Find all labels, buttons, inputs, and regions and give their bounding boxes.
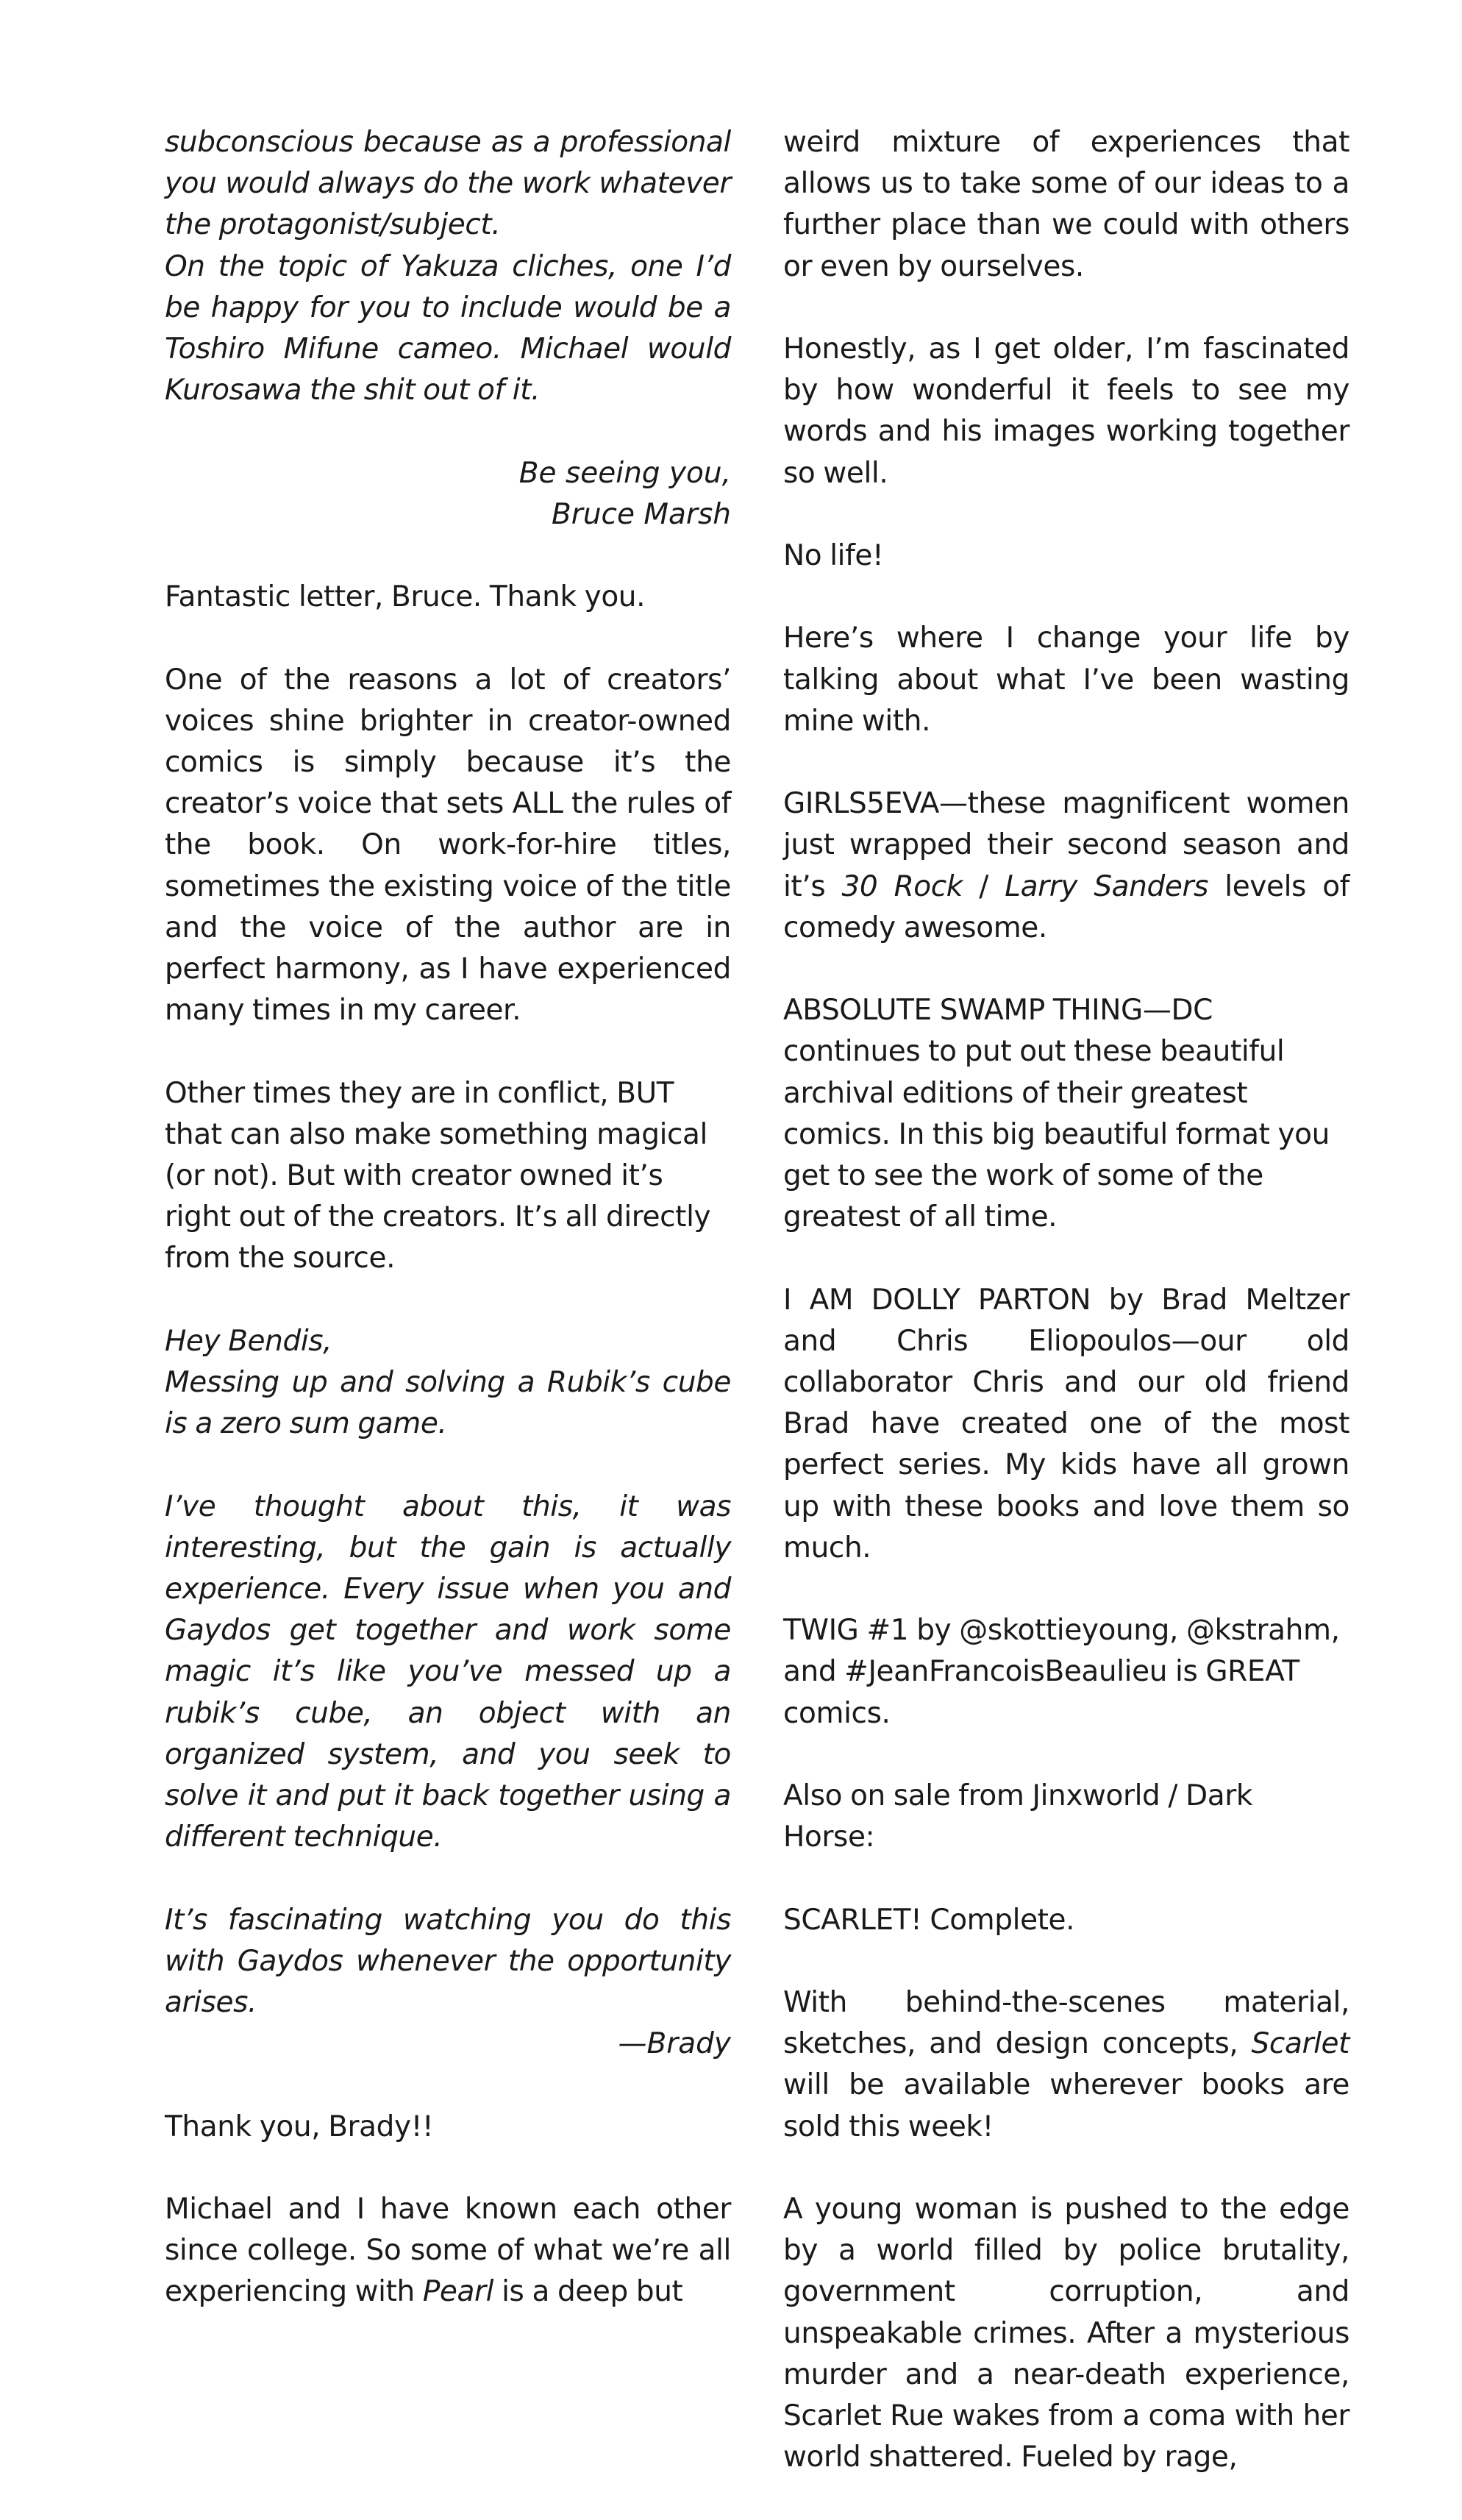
text-run: SCARLET! Complete. (783, 1903, 1075, 1937)
text-run: will be available wherever books are sold this week! (783, 2068, 1349, 2143)
italic-title: Scarlet (1251, 2027, 1349, 2061)
letter-paragraph (165, 1900, 731, 2024)
reply-paragraph (783, 783, 1349, 949)
reply-paragraph (783, 618, 1349, 742)
text-run: is a deep but (493, 2275, 683, 2309)
reply-paragraph (783, 122, 1349, 288)
reply-paragraph (783, 535, 1349, 577)
text-run: Be seeing you, (518, 456, 731, 490)
reply-paragraph (783, 1982, 1349, 2148)
letter-paragraph (165, 1321, 731, 1362)
italic-title: 30 Rock (841, 869, 963, 903)
text-run: ABSOLUTE SWAMP THING—DC continues to put out these beautiful archival editions of their greatest comics. In this big beautiful format you get to see the work of some of the greatest of all time. (783, 994, 1330, 1234)
signature (165, 2024, 731, 2065)
text-run: weird mixture of experiences that allows us to take some of our ideas to a further place than we could with others or even by ourselves. (783, 126, 1349, 283)
text-run: One of the reasons a lot of creators’ voices shine brighter in creator-owned comics is simply because it’s the creator’s voice that sets ALL the rules of the book. On work-for-hire titles, sometimes the existing voice of the title and the voice of the author are in perfect harmony, as I have experienced many times in my career. (165, 663, 731, 1028)
left-column (165, 122, 731, 2355)
letter-paragraph (165, 1362, 731, 1445)
italic-title: Larry Sanders (1005, 869, 1208, 903)
text-run: —Brady (618, 2027, 731, 2061)
text-run: Michael and I have known each other since college. So some of what we’re all experiencing with (165, 2193, 731, 2309)
text-run: I’ve thought about this, it was interesting, but the gain is actually experience. Every issue when you and Gaydos get together and work some magic it’s like you’ve messed up a rubik’s cube, an object with an organized system, and you seek to solve it and put it back together using a different technique. (165, 1489, 731, 1854)
text-run: No life! (783, 539, 884, 572)
letter-paragraph (165, 1487, 731, 1859)
text-run: Honestly, as I get older, I’m fascinated by how wonderful it feels to see my words and his images working together so well. (783, 332, 1349, 490)
text-run: Messing up and solving a Rubik’s cube is a zero sum game. (165, 1366, 731, 1441)
reply-paragraph (783, 990, 1349, 1238)
signature (165, 494, 731, 535)
reply-paragraph (783, 1776, 1349, 1858)
text-run: levels of comedy awesome. (783, 869, 1349, 944)
text-run: With behind-the-scenes material, sketches, and design concepts, (783, 1985, 1349, 2061)
reply-paragraph (783, 1280, 1349, 1569)
italic-title: Pearl (422, 2275, 494, 2309)
reply-paragraph (165, 660, 731, 1032)
reply-paragraph (783, 329, 1349, 494)
text-run: A young woman is pushed to the edge by a world filled by police brutality, government corruption, and unspeakable crimes. After a mysterious murder and a near-death experience, Scarlet Rue wakes from a coma with her world shattered. Fueled by rage, (783, 2192, 1349, 2474)
text-run: I AM DOLLY PARTON by Brad Meltzer and Chris Eliopoulos—our old collaborator Chris and our old friend Brad have created one of the most perfect series. My kids have all grown up with these books and love them so much. (783, 1283, 1349, 1565)
letter-paragraph (165, 122, 731, 246)
text-run: Here’s where I change your life by talking about what I’ve been wasting mine with. (783, 622, 1349, 738)
reply-paragraph (165, 577, 731, 618)
reply-paragraph (165, 2189, 731, 2313)
reply-paragraph (783, 2189, 1349, 2478)
text-run: / (963, 869, 1005, 903)
text-run: On the topic of Yakuza cliches, one I’d be happy for you to include would be a Toshiro Mifune cameo. Michael would Kurosawa the shit out of it. (165, 249, 731, 407)
reply-paragraph (165, 2107, 731, 2148)
signature (165, 453, 731, 494)
text-run: Thank you, Brady!! (165, 2110, 434, 2143)
text-run: Also on sale from Jinxworld / Dark Horse: (783, 1779, 1253, 1854)
reply-paragraph (783, 1900, 1349, 1941)
text-run: GIRLS5EVA—these magnificent women just wrapped their second season and it’s (783, 787, 1349, 903)
right-column (783, 122, 1349, 2520)
text-run: Fantastic letter, Bruce. Thank you. (165, 580, 646, 614)
letter-paragraph (165, 246, 731, 412)
reply-paragraph (783, 1610, 1349, 1734)
text-run: Hey Bendis, (165, 1324, 332, 1358)
text-run: subconscious because as a professional you would always do the work whatever the protagonist/subject. (165, 126, 731, 242)
text-run: Other times they are in conflict, BUT that can also make something magical (or not). But with creator owned it’s right out of the creators. It’s all directly from the source. (165, 1076, 711, 1275)
reply-paragraph (165, 1073, 731, 1280)
text-run: Bruce Marsh (552, 497, 731, 531)
text-run: TWIG #1 by @skottieyoung, @kstrahm, and #JeanFrancoisBeaulieu is GREAT comics. (783, 1614, 1340, 1730)
text-run: It’s fascinating watching you do this with Gaydos whenever the opportunity arises. (165, 1903, 731, 2020)
